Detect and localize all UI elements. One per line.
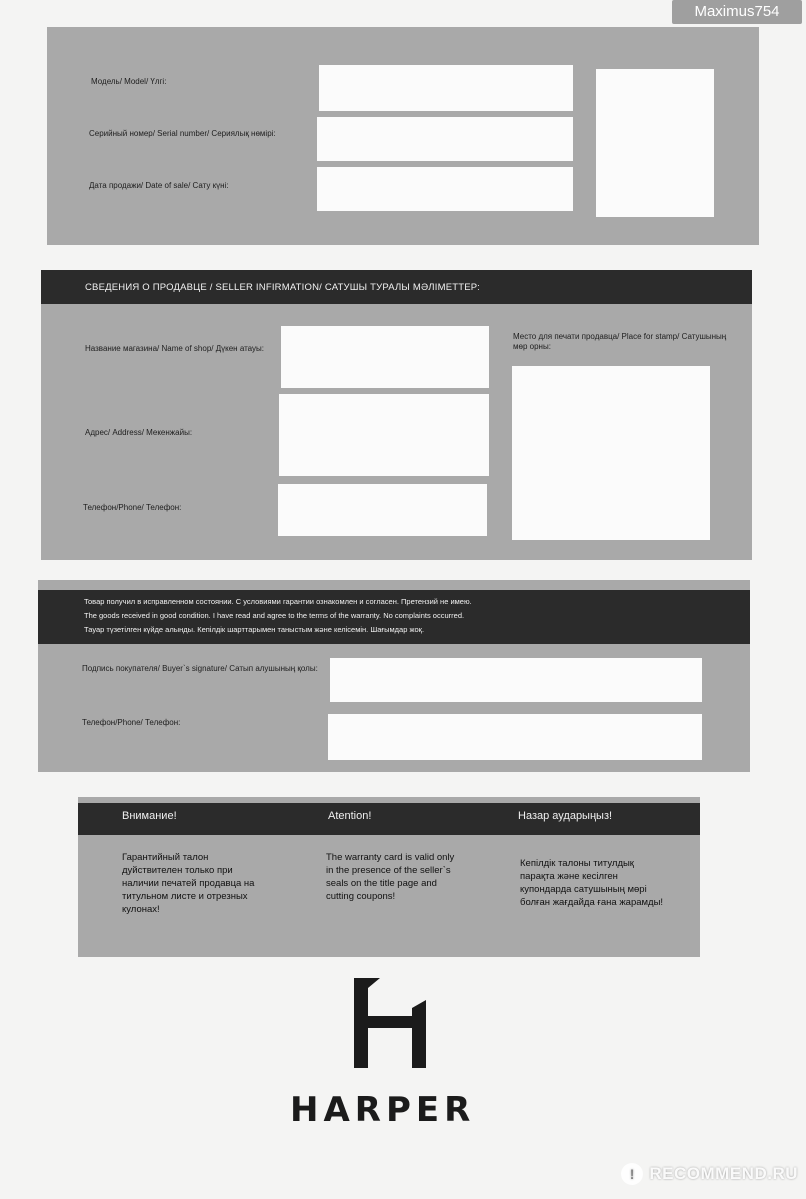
attention-text-en: The warranty card is valid only in the presence of the seller`s seals on the title page and cutting coupons!: [326, 852, 455, 902]
seller-info-panel: [41, 270, 752, 560]
shop-name-field[interactable]: [281, 326, 489, 388]
shop-name-label: Название магазина/ Name of shop/ Дүкен атауы:: [85, 344, 264, 353]
seller-stamp-box[interactable]: [512, 366, 710, 540]
recommend-text: RECOMMEND.RU: [649, 1164, 798, 1183]
seller-header-text: СВЕДЕНИЯ О ПРОДАВЦЕ / SELLER INFIRMATION/ САТУШЫ ТУРАЛЫ МӘЛІМЕТТЕР:: [85, 282, 480, 293]
buyer-info-panel: [38, 580, 750, 772]
recommend-logo-icon: !: [621, 1163, 643, 1185]
attention-header-bar: [78, 803, 700, 835]
model-label: Модель/ Model/ Үлгі:: [91, 77, 167, 86]
recommend-watermark: [621, 1163, 798, 1185]
address-field[interactable]: [279, 394, 489, 476]
stamp-place-label: Место для печати продавца/ Place for stamp/ Сатушының мөр орны:: [513, 332, 727, 351]
attention-text-kz: Кепілдік талоны титулдық парақта және кесілген купондарда сатушының мөрі болған жағдайда ғана жарамды!: [520, 858, 664, 908]
date-field[interactable]: [317, 167, 573, 211]
attention-title-ru: Внимание!: [122, 810, 177, 822]
attention-title-kz: Назар аударыңыз!: [518, 810, 613, 822]
signature-label: Подпись покупателя/ Buyer`s signature/ Сатып алушының қолы:: [82, 664, 318, 673]
model-field[interactable]: [319, 65, 573, 111]
buyer-agreement-bar: [38, 590, 750, 644]
date-label: Дата продажи/ Date of sale/ Сату күні:: [89, 181, 229, 190]
agreement-line-ru: Товар получил в исправленном состоянии. С условиями гарантии ознакомлен и согласен. Претензий не имею.: [84, 597, 472, 606]
seller-header-bar: [41, 270, 752, 304]
username-watermark: Maximus754: [672, 0, 802, 24]
product-stamp-box[interactable]: [596, 69, 714, 217]
attention-title-en: Atention!: [328, 810, 372, 822]
buyer-phone-field[interactable]: [328, 714, 702, 760]
harper-h-logo-icon: [350, 978, 430, 1068]
seller-phone-field[interactable]: [278, 484, 487, 536]
product-info-panel: [47, 27, 759, 245]
seller-phone-label: Телефон/Phone/ Телефон:: [83, 503, 182, 512]
signature-field[interactable]: [330, 658, 702, 702]
address-label: Адрес/ Address/ Мекенжайы:: [85, 428, 193, 437]
agreement-line-en: The goods received in good condition. I have read and agree to the terms of the warranty. No complaints occurred.: [84, 611, 465, 620]
brand-name: HARPER: [290, 1090, 476, 1130]
agreement-line-kz: Тауар түзетілген күйде алынды. Кепілдік шарттарымен таныстым және келісемін. Шағымдар жоқ.: [84, 625, 425, 634]
attention-text-ru: Гарантийный талон дуйствителен только при наличии печатей продавца на титульном листе и отрезных кулонах!: [122, 852, 255, 915]
buyer-phone-label: Телефон/Phone/ Телефон:: [82, 718, 181, 727]
attention-panel: [78, 797, 700, 957]
serial-label: Серийный номер/ Serial number/ Сериялық нөмірі:: [89, 129, 276, 138]
serial-field[interactable]: [317, 117, 573, 161]
